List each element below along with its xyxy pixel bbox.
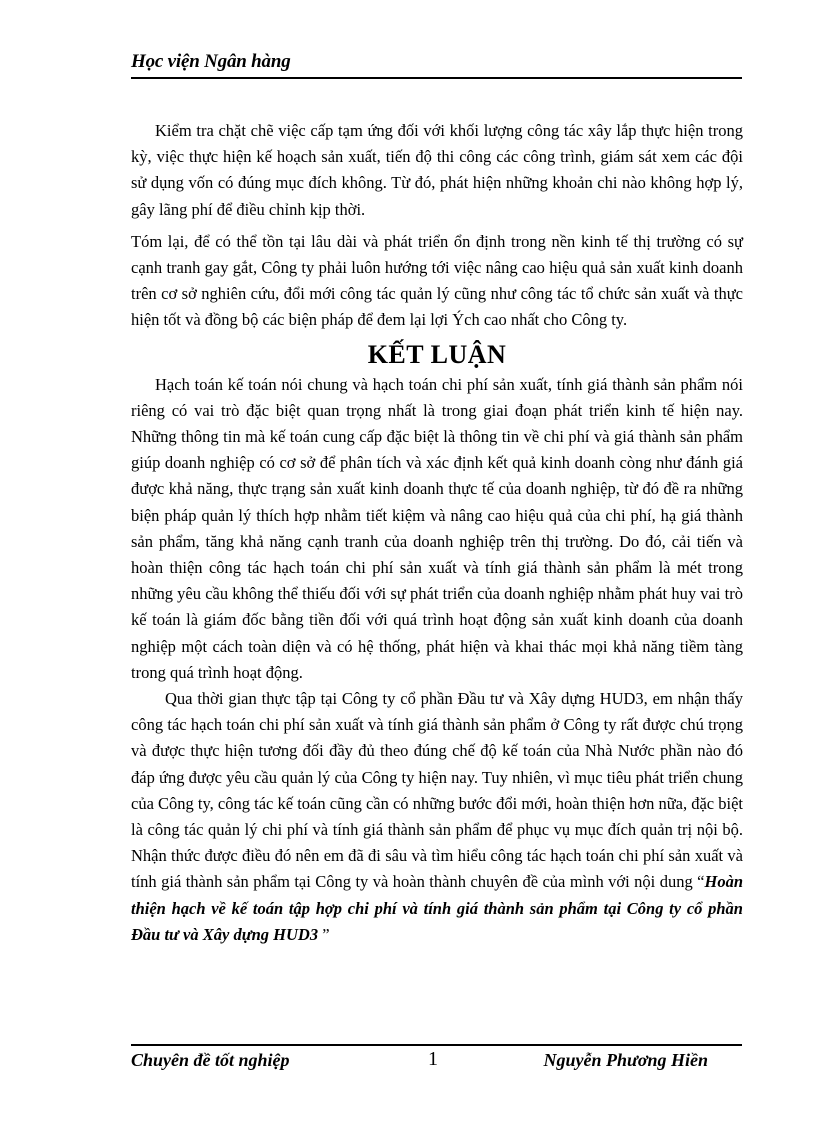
paragraph-conclusion-2 [131,686,743,948]
paragraph-audit: Kiểm tra chặt chẽ việc cấp tạm ứng đối với khối lượng công tác xây lắp thực hiện trong kỳ, việc thực hiện kế hoạch sản xuất, tiến độ thi công các công trình, giám sát xem các đội sử dụng vốn có đúng mục đích không. Từ đó, phát hiện những khoản chi nào không hợp lý, gây lãng phí để điều chỉnh kịp thời. [131,121,743,219]
closing-quote: ” [318,924,330,944]
thesis-title: Hoàn thiện hạch về kế toán tập hợp chi phí và tính giá thành sản phẩm tại Công ty cổ phần Đầu tư và Xây dựng HUD3 [131,872,743,944]
header-title: Học viện Ngân hàng [131,51,291,72]
paragraph-conclusion-1: Hạch toán kế toán nói chung và hạch toán chi phí sản xuất, tính giá thành sản phẩm nói riêng có vai trò đặc biệt quan trọng nhất là trong giai đoạn phát triển kinh tế hiện nay. Những thông tin mà kế toán cung cấp đặc biệt là thông tin về chi phí và giá thành sản phẩm giúp doanh nghiệp có cơ sở để phân tích và xác định kết quả kinh doanh còng như đánh giá được khả năng, thực trạng sản xuất kinh doanh thực tế của doanh nghiệp, từ đó đề ra những biện pháp quản lý thích hợp nhằm tiết kiệm và nâng cao hiệu quả của chi phí, hạ giá thành sản phẩm, tăng khả năng cạnh tranh của doanh nghiệp trên thị trường. Do đó, cải tiến và hoàn thiện công tác hạch toán chi phí sản xuất và tính giá thành sản phẩm là mét trong những yêu cầu không thể thiếu đối với sự phát triển của doanh nghiệp nhằm phát huy vai trò kế toán là giám đốc bằng tiền đối với quá trình hoạt động sản xuất kinh doanh của doanh nghiệp một cách toàn diện và có hệ thống, phát hiện và khai thác mọi khả năng tiềm tàng trong quá trình hoạt động. [131,374,743,682]
page-footer [131,1044,742,1076]
section-heading-conclusion: KẾT LUẬN [367,339,507,369]
footer-author: Nguyễn Phương Hiền [543,1050,708,1070]
document-body [131,118,743,948]
paragraph-summary: Tóm lại, để có thể tồn tại lâu dài và phát triển ổn định trong nền kinh tế thị trường có sự cạnh tranh gay gắt, Công ty phải luôn hướng tới việc nâng cao hiệu quả sản xuất kinh doanh trên cơ sở nghiên cứu, đổi mới công tác quản lý cũng như công tác tổ chức sản xuất và thực hiện tốt và đồng bộ các biện pháp để đem lại lợi Ých cao nhất cho Công ty. [131,231,743,330]
footer-document-type: Chuyên đề tốt nghiệp [131,1050,290,1070]
paragraph-conclusion-2-text: Qua thời gian thực tập tại Công ty cổ phần Đầu tư và Xây dựng HUD3, em nhận thấy công tác hạch toán chi phí sản xuất và tính giá thành sản phẩm ở Công ty rất được chú trọng và được thực hiện tương đối đầy đủ theo đúng chế độ kế toán của Nhà Nước phần nào đó đáp ứng được yêu cầu quản lý của Công ty hiện nay. Tuy nhiên, vì mục tiêu phát triển chung của Công ty, công tác kế toán cũng cần có những bước đổi mới, hoàn thiện hơn nữa, đặc biệt là công tác quản lý chi phí và tính giá thành sản phẩm để phục vụ mục đích quản trị nội bộ. Nhận thức được điều đó nên em đã đi sâu và tìm hiểu công tác hạch toán chi phí sản xuất và tính giá thành sản phẩm tại Công ty và hoàn thành chuyên đề của mình với nội dung “ [131,689,743,892]
page-number: 1 [428,1048,438,1070]
page-header [131,51,742,79]
